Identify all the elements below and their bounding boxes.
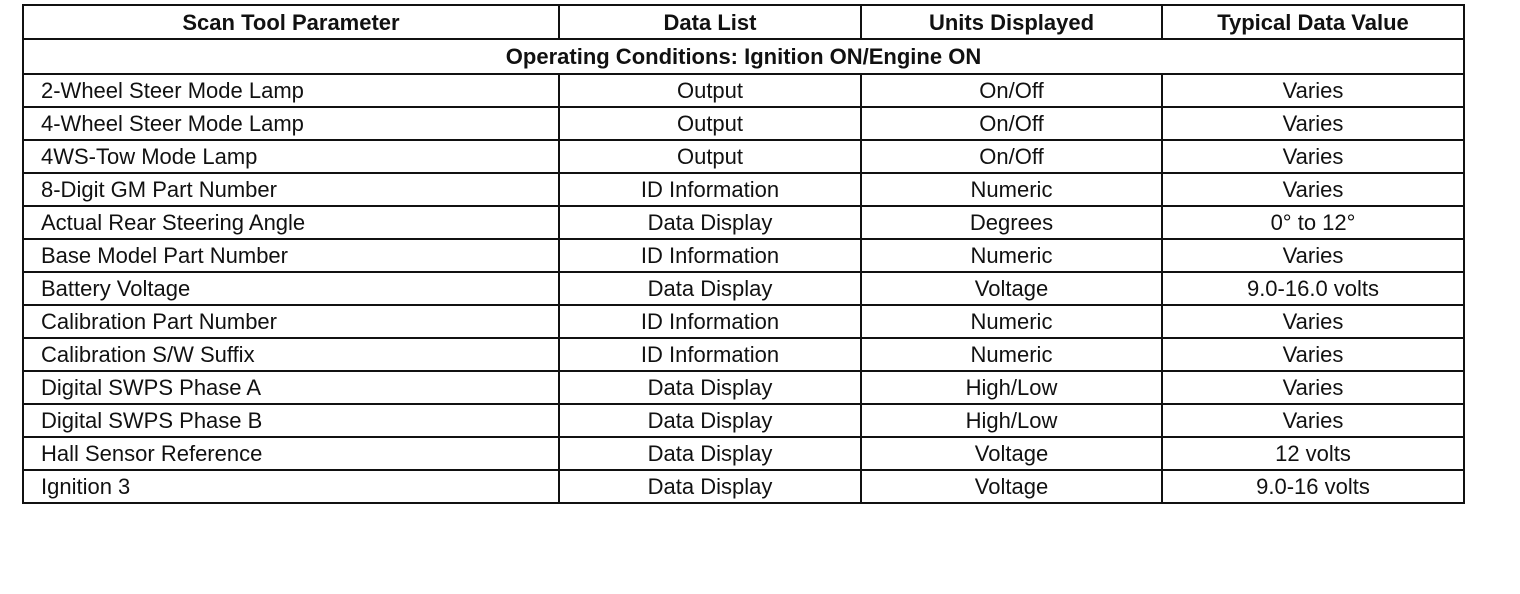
cell-data-list: Output — [559, 107, 861, 140]
cell-data-list: Output — [559, 140, 861, 173]
cell-typical-value: Varies — [1162, 140, 1464, 173]
cell-units: On/Off — [861, 140, 1162, 173]
cell-units: High/Low — [861, 371, 1162, 404]
cell-data-list: Data Display — [559, 272, 861, 305]
table-row — [23, 305, 1464, 338]
cell-parameter: Calibration S/W Suffix — [23, 338, 559, 371]
cell-parameter: Base Model Part Number — [23, 239, 559, 272]
cell-data-list: Data Display — [559, 470, 861, 503]
cell-parameter: Digital SWPS Phase B — [23, 404, 559, 437]
cell-typical-value: Varies — [1162, 74, 1464, 107]
table-row — [23, 404, 1464, 437]
table-row — [23, 272, 1464, 305]
cell-units: High/Low — [861, 404, 1162, 437]
section-title: Operating Conditions: Ignition ON/Engine ON — [23, 39, 1464, 74]
cell-units: Numeric — [861, 239, 1162, 272]
cell-data-list: ID Information — [559, 305, 861, 338]
cell-parameter: Digital SWPS Phase A — [23, 371, 559, 404]
cell-typical-value: Varies — [1162, 173, 1464, 206]
table-row — [23, 173, 1464, 206]
header-scan-tool-parameter: Scan Tool Parameter — [23, 5, 559, 39]
cell-data-list: ID Information — [559, 239, 861, 272]
table-row — [23, 107, 1464, 140]
table-row — [23, 239, 1464, 272]
cell-typical-value: Varies — [1162, 305, 1464, 338]
scan-tool-data-table-container — [22, 4, 1463, 504]
cell-typical-value: Varies — [1162, 404, 1464, 437]
cell-parameter: Hall Sensor Reference — [23, 437, 559, 470]
cell-parameter: Ignition 3 — [23, 470, 559, 503]
cell-data-list: ID Information — [559, 173, 861, 206]
cell-parameter: Battery Voltage — [23, 272, 559, 305]
cell-data-list: Data Display — [559, 437, 861, 470]
cell-data-list: Output — [559, 74, 861, 107]
table-row — [23, 470, 1464, 503]
cell-typical-value: 0° to 12° — [1162, 206, 1464, 239]
cell-typical-value: 9.0-16 volts — [1162, 470, 1464, 503]
cell-parameter: Calibration Part Number — [23, 305, 559, 338]
header-typical-data-value: Typical Data Value — [1162, 5, 1464, 39]
cell-parameter: 8-Digit GM Part Number — [23, 173, 559, 206]
header-data-list: Data List — [559, 5, 861, 39]
table-row — [23, 338, 1464, 371]
cell-units: Numeric — [861, 305, 1162, 338]
cell-typical-value: 12 volts — [1162, 437, 1464, 470]
cell-parameter: 4-Wheel Steer Mode Lamp — [23, 107, 559, 140]
table-header-row — [23, 5, 1464, 39]
cell-units: Voltage — [861, 437, 1162, 470]
table-row — [23, 74, 1464, 107]
cell-units: Numeric — [861, 338, 1162, 371]
table-row — [23, 206, 1464, 239]
cell-data-list: Data Display — [559, 371, 861, 404]
cell-data-list: Data Display — [559, 404, 861, 437]
cell-data-list: ID Information — [559, 338, 861, 371]
table-row — [23, 437, 1464, 470]
cell-typical-value: Varies — [1162, 371, 1464, 404]
cell-typical-value: 9.0-16.0 volts — [1162, 272, 1464, 305]
table-row — [23, 371, 1464, 404]
cell-units: On/Off — [861, 74, 1162, 107]
cell-units: Degrees — [861, 206, 1162, 239]
cell-units: On/Off — [861, 107, 1162, 140]
cell-data-list: Data Display — [559, 206, 861, 239]
scan-tool-data-table — [22, 4, 1465, 504]
section-row — [23, 39, 1464, 74]
cell-units: Numeric — [861, 173, 1162, 206]
header-units-displayed: Units Displayed — [861, 5, 1162, 39]
cell-typical-value: Varies — [1162, 338, 1464, 371]
cell-typical-value: Varies — [1162, 107, 1464, 140]
cell-parameter: 2-Wheel Steer Mode Lamp — [23, 74, 559, 107]
table-row — [23, 140, 1464, 173]
cell-units: Voltage — [861, 272, 1162, 305]
cell-parameter: Actual Rear Steering Angle — [23, 206, 559, 239]
cell-typical-value: Varies — [1162, 239, 1464, 272]
cell-units: Voltage — [861, 470, 1162, 503]
cell-parameter: 4WS-Tow Mode Lamp — [23, 140, 559, 173]
